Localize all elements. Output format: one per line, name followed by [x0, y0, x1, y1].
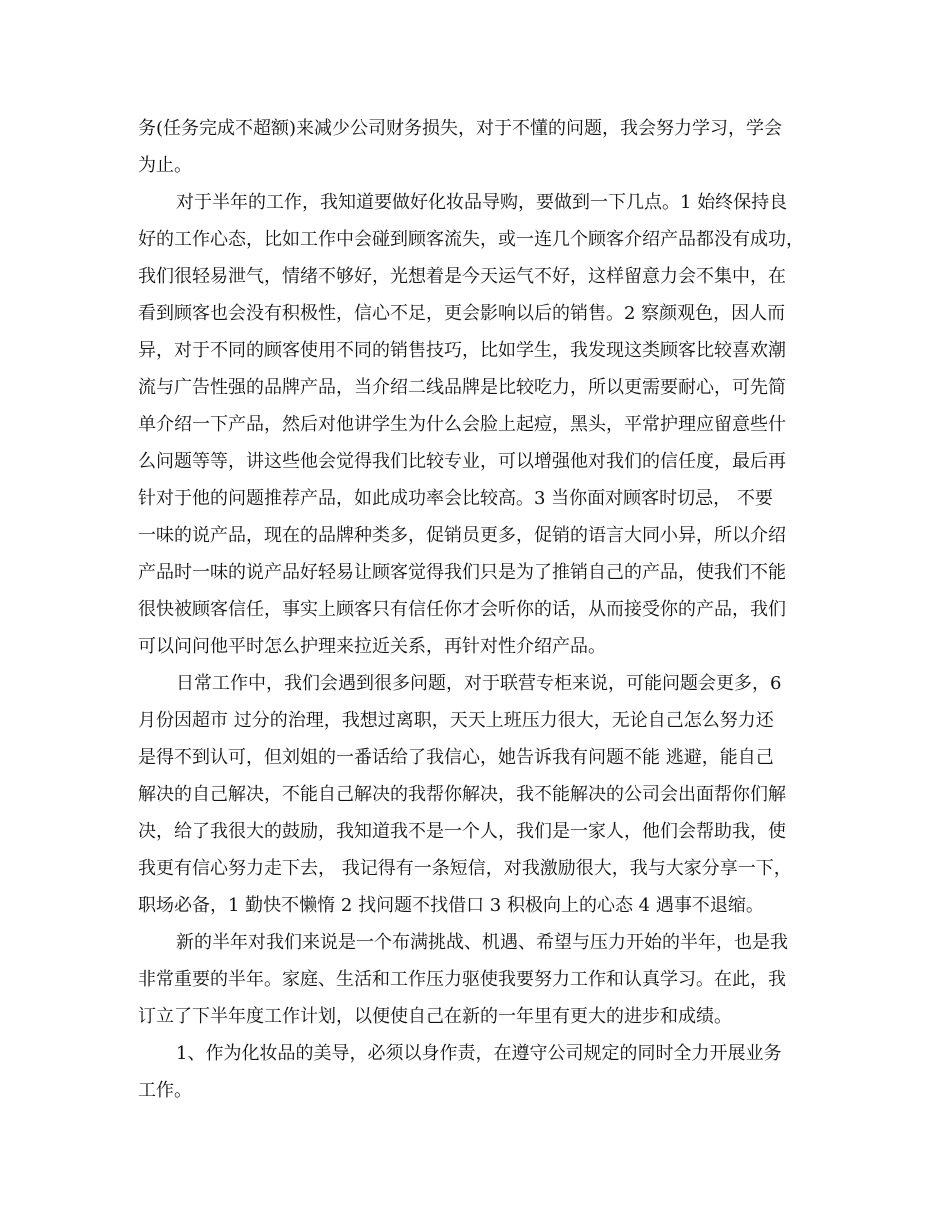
text-line: 流与广告性强的品牌产品，当介绍二线品牌是比较吃力，所以更需要耐心，可先简 [138, 377, 786, 398]
paragraph-start-line: 日常工作中，我们会遇到很多问题，对于联营专柜来说，可能问题会更多，6 [176, 673, 782, 694]
text-line: 决，给了我很大的鼓励，我知道我不是一个人，我们是一家人，他们会帮助我，使 [138, 821, 786, 842]
paragraph-start-line: 对于半年的工作，我知道要做好化妆品导购，要做到一下几点。1 始终保持良 [176, 192, 788, 213]
text-line: 解决的自己解决，不能自己解决的我帮你解决，我不能解决的公司会出面帮你们解 [138, 784, 786, 805]
text-line: 很快被顾客信任，事实上顾客只有信任你才会听你的话，从而接受你的产品，我们 [138, 599, 786, 620]
text-line: 月份因超市 过分的治理，我想过离职，天天上班压力很大，无论自己怎么努力还 [138, 710, 774, 731]
text-line: 一味的说产品，现在的品牌种类多，促销员更多，促销的语言大同小异，所以介绍 [138, 525, 786, 546]
text-line: 是得不到认可，但刘姐的一番话给了我信心，她告诉我有问题不能 逃避，能自己 [138, 747, 774, 768]
text-line: 工作。 [138, 1080, 192, 1101]
text-line: 订立了下半年度工作计划，以便使自己在新的一年里有更大的进步和成绩。 [138, 1006, 732, 1027]
text-line: 产品时一味的说产品好轻易让顾客觉得我们只是为了推销自己的产品，使我们不能 [138, 562, 786, 583]
text-line: 好的工作心态，比如工作中会碰到顾客流失，或一连几个顾客介绍产品都没有成功， [138, 229, 804, 250]
text-line: 务(任务完成不超额)来减少公司财务损失，对于不懂的问题，我会努力学习，学会 [138, 118, 783, 139]
text-line: 职场必备，1 勤快不懒惰 2 找问题不找借口 3 积极向上的心态 4 遇事不退缩。 [138, 895, 764, 916]
text-line: 针对于他的问题推荐产品，如此成功率会比较高。3 当你面对顾客时切忌， 不要 [138, 488, 773, 509]
text-line: 我们很轻易泄气，情绪不够好，光想着是今天运气不好，这样留意力会不集中，在 [138, 266, 786, 287]
text-line: 可以问问他平时怎么护理来拉近关系，再针对性介绍产品。 [138, 636, 606, 657]
text-line: 非常重要的半年。家庭、生活和工作压力驱使我要努力工作和认真学习。在此，我 [138, 969, 786, 990]
text-line: 看到顾客也会没有积极性，信心不足，更会影响以后的销售。2 察颜观色，因人而 [138, 303, 786, 324]
text-line: 么问题等等，讲这些他会觉得我们比较专业，可以增强他对我们的信任度，最后再 [138, 451, 786, 472]
text-line: 我更有信心努力走下去， 我记得有一条短信，对我激励很大，我与大家分享一下， [138, 858, 792, 879]
paragraph-start-line: 新的半年对我们来说是一个布满挑战、机遇、希望与压力开始的半年，也是我 [176, 932, 788, 953]
text-line: 单介绍一下产品，然后对他讲学生为什么会脸上起痘，黑头，平常护理应留意些什 [138, 414, 786, 435]
paragraph-start-line: 1、作为化妆品的美导，必须以身作责，在遵守公司规定的同时全力开展业务 [176, 1043, 782, 1064]
text-line: 为止。 [138, 155, 192, 176]
text-line: 异，对于不同的顾客使用不同的销售技巧，比如学生，我发现这类顾客比较喜欢潮 [138, 340, 786, 361]
